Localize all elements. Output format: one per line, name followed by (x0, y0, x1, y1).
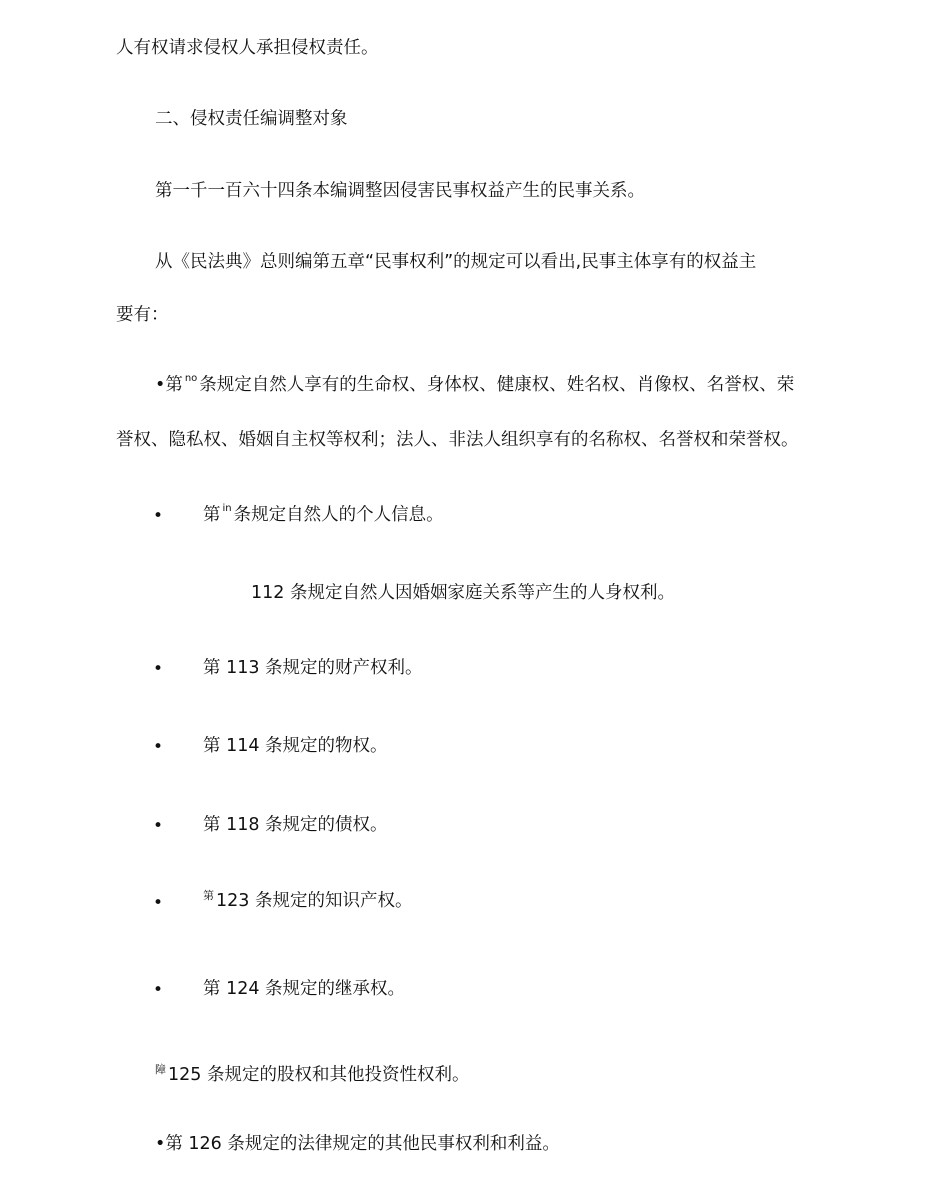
list-item-prefix: •第 (155, 375, 183, 395)
section-heading: 二、侵权责任编调整对象 (155, 109, 348, 129)
list-item (203, 889, 413, 911)
text-line: 第一千一百六十四条本编调整因侵害民事权益产生的民事关系。 (155, 181, 645, 201)
text-line: 从《民法典》总则编第五章“民事权利”的规定可以看出,民事主体享有的权益主 (155, 252, 757, 272)
superscript-artifact: in (222, 503, 232, 514)
list-item: 第 114 条规定的物权。 (203, 736, 388, 756)
superscript-artifact: 第 (203, 889, 214, 902)
list-item: 第 113 条规定的财产权利。 (203, 658, 423, 678)
bullet-icon: • (153, 659, 164, 679)
list-item: 112 条规定自然人因婚姻家庭关系等产生的人身权利。 (251, 583, 675, 603)
list-item: 第 124 条规定的继承权。 (203, 979, 406, 999)
bullet-icon: • (153, 980, 164, 1000)
list-item-text: 123 条规定的知识产权。 (216, 891, 413, 911)
list-item-text: 125 条规定的股权和其他投资性权利。 (168, 1065, 470, 1085)
text-line: 人有权请求侵权人承担侵权责任。 (116, 38, 379, 58)
bullet-icon: • (153, 506, 164, 526)
list-item: •第 126 条规定的法律规定的其他民事权利和利益。 (155, 1134, 560, 1154)
list-item (155, 373, 795, 395)
list-item (155, 1063, 470, 1085)
list-item (203, 503, 444, 525)
bullet-icon: • (153, 893, 164, 913)
list-item-text: 条规定自然人的个人信息。 (233, 505, 444, 525)
bullet-icon: • (153, 737, 164, 757)
text-line: 誉权、隐私权、婚姻自主权等权利；法人、非法人组织享有的名称权、名誉权和荣誉权。 (116, 430, 799, 450)
list-item-prefix: 第 (203, 505, 221, 525)
list-item: 第 118 条规定的债权。 (203, 815, 388, 835)
superscript-artifact: 障 (155, 1063, 166, 1076)
text-line: 要有： (116, 305, 169, 325)
bullet-icon: • (153, 816, 164, 836)
list-item-text: 条规定自然人享有的生命权、身体权、健康权、姓名权、肖像权、名誉权、荣 (199, 375, 795, 395)
superscript-artifact: no (184, 373, 198, 384)
